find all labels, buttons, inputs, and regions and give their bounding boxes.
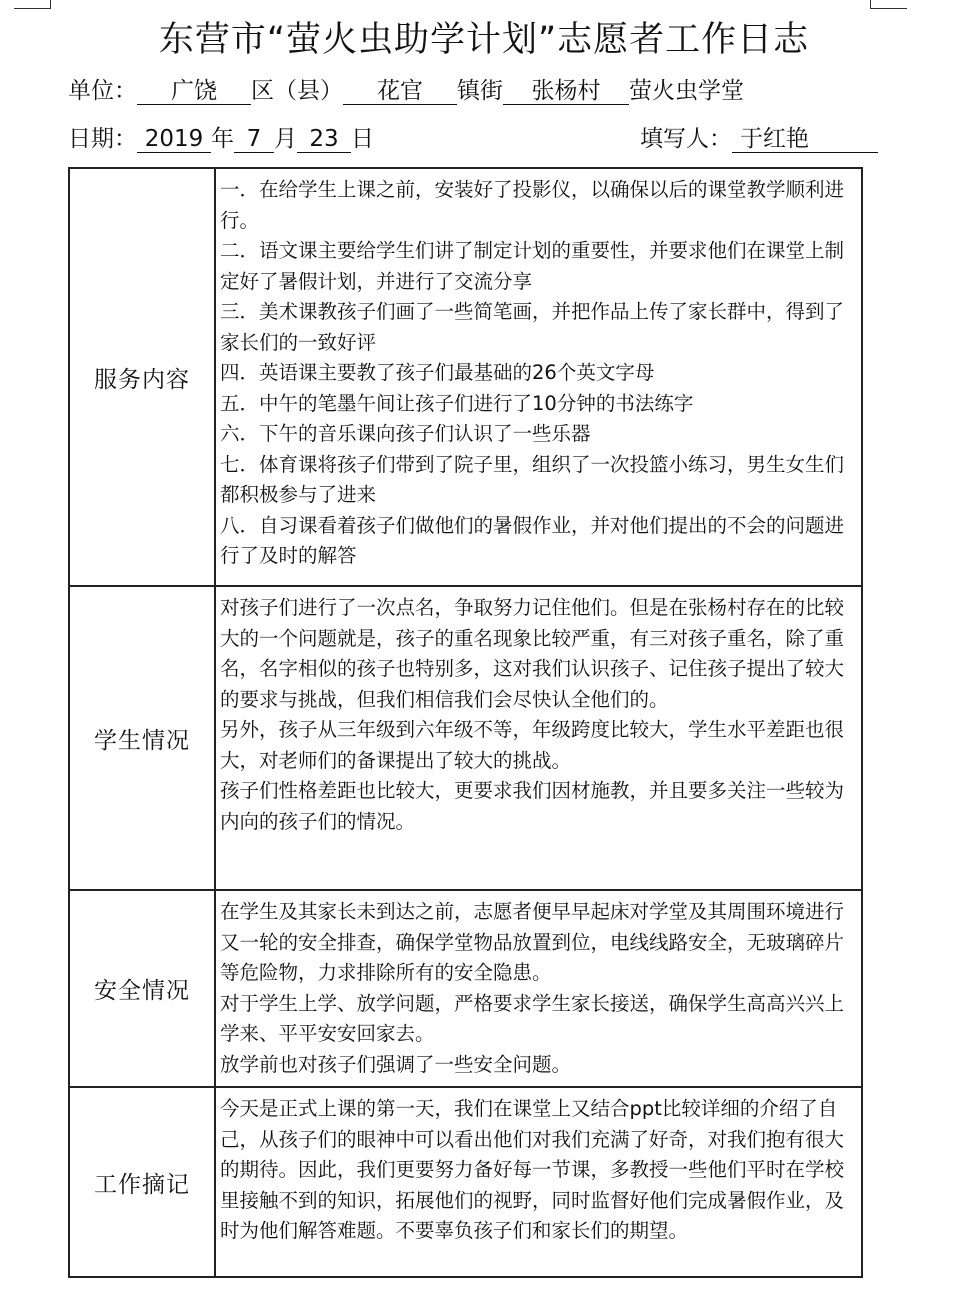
safety-paragraph: 对于学生上学、放学问题，严格要求学生家长接送，确保学生高高兴兴上学来、平平安安回家去。 [220,991,845,1045]
service-item: 一．在给学生上课之前，安装好了投影仪，以确保以后的课堂教学顺利进行。 [220,178,845,232]
service-item: 三．美术课教孩子们画了一些简笔画，并把作品上传了家长群中，得到了家长们的一致好评 [220,300,845,354]
log-table [68,167,863,1278]
notes-content [215,1087,862,1277]
student-label: 学生情况 [69,586,215,890]
filler-group [640,120,878,153]
service-item: 八．自习课看着孩子们做他们的暑假作业，并对他们提出的不会的问题进行了及时的解答 [220,513,845,567]
town-field: 花官 [343,78,457,105]
service-item: 四．英语课主要教了孩子们最基础的26个英文字母 [220,361,655,384]
unit-label: 单位： [68,78,137,104]
filler-label: 填写人： [640,126,732,152]
safety-content [215,890,862,1087]
student-paragraph: 另外，孩子从三年级到六年级不等，年级跨度比较大，学生水平差距也很大，对老师们的备课提出了较大的挑战。 [220,718,845,772]
student-row [69,586,862,890]
date-label: 日期： [68,126,137,152]
notes-label: 工作摘记 [69,1087,215,1277]
school-name: 萤火虫学堂 [629,78,744,104]
district-field: 广饶 [137,78,251,105]
service-item: 七．体育课将孩子们带到了院子里，组织了一次投篮小练习，男生女生们都积极参与了进来 [220,452,845,506]
service-content [215,168,862,586]
district-suffix: 区（县） [251,78,343,104]
page-title: 东营市“萤火虫助学计划”志愿者工作日志 [158,20,810,60]
year-field: 2019 [137,126,211,153]
student-paragraph: 对孩子们进行了一次点名，争取努力记住他们。但是在张杨村存在的比较大的一个问题就是，孩子的重名现象比较严重，有三对孩子重名，除了重名，名字相似的孩子也特别多，这对我们认识孩子、记住孩子提出了较大的要求与挑战，但我们相信我们会尽快认全他们的。 [220,596,845,711]
safety-label: 安全情况 [69,890,215,1087]
notes-paragraph: 今天是正式上课的第一天，我们在课堂上又结合ppt比较详细的介绍了自己，从孩子们的眼神中可以看出他们对我们充满了好奇，对我们抱有很大的期待。因此，我们更要努力备好每一节课，多教授一些他们平时在学校里接触不到的知识，拓展他们的视野，同时监督好他们完成暑假作业，及时为他们解答难题。不要辜负孩子们和家长们的期望。 [220,1097,845,1242]
month-suffix: 月 [274,126,297,152]
notes-row [69,1087,862,1277]
safety-row [69,890,862,1087]
service-item: 六．下午的音乐课向孩子们认识了一些乐器 [220,422,591,445]
service-item: 五．中午的笔墨午间让孩子们进行了10分钟的书法练字 [220,391,694,415]
corner-mark-right [870,0,907,9]
service-item: 二．语文课主要给学生们讲了制定计划的重要性，并要求他们在课堂上制定好了暑假计划，并进行了交流分享 [220,239,845,293]
village-field: 张杨村 [503,78,629,105]
day-suffix: 日 [351,126,374,152]
student-content [215,586,862,890]
service-label: 服务内容 [69,168,215,586]
town-suffix: 镇街 [457,78,503,104]
date-row [68,120,878,153]
service-row [69,168,862,586]
month-field: 7 [234,126,274,153]
corner-mark-left [14,0,51,9]
safety-paragraph: 在学生及其家长未到达之前，志愿者便早早起床对学堂及其周围环境进行又一轮的安全排查，确保学堂物品放置到位，电线线路安全，无玻璃碎片等危险物，力求排除所有的安全隐患。 [220,900,845,984]
filler-name-field: 于红艳 [732,126,878,153]
year-suffix: 年 [211,126,234,152]
safety-paragraph: 放学前也对孩子们强调了一些安全问题。 [220,1052,572,1076]
day-field: 23 [297,126,351,153]
student-paragraph: 孩子们性格差距也比较大，更要求我们因材施教，并且要多关注一些较为内向的孩子们的情况。 [220,779,845,833]
unit-row [68,72,744,105]
